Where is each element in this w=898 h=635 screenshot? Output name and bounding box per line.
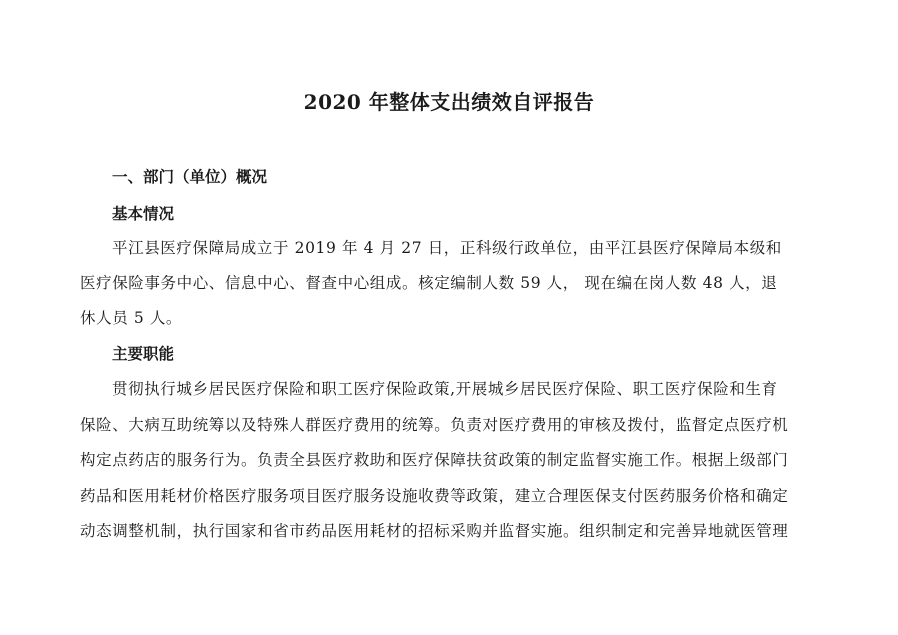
subheading-basic-info: 基本情况 (112, 204, 175, 223)
subheading-main-functions: 主要职能 (112, 344, 175, 363)
paragraph-line: 构定点药店的服务行为。负责全县医疗救助和医疗保障扶贫政策的制定监督实施工作。根据上级部门 (80, 451, 789, 469)
paragraph-line: 医疗保险事务中心、信息中心、督查中心组成。核定编制人数 59 人， 现在编在岗人数 48 人，退 (80, 274, 778, 292)
paragraph-line: 药品和医用耗材价格医疗服务项目医疗服务设施收费等政策，建立合理医保支付医药服务价格和确定 (80, 487, 789, 505)
paragraph-line: 保险、大病互助统筹以及特殊人群医疗费用的统筹。负责对医疗费用的审核及拨付，监督定点医疗机 (80, 416, 789, 434)
paragraph-line: 动态调整机制，执行国家和省市药品医用耗材的招标采购并监督实施。组织制定和完善异地就医管理 (80, 522, 789, 540)
document-title: 2020 年整体支出绩效自评报告 (303, 90, 595, 114)
paragraph-line: 休人员 5 人。 (80, 309, 183, 327)
paragraph-line: 平江县医疗保障局成立于 2019 年 4 月 27 日，正科级行政单位，由平江县医疗保障局本级和 (112, 239, 782, 257)
section-heading-department-overview: 一、部门（单位）概况 (112, 167, 268, 186)
paragraph-line: 贯彻执行城乡居民医疗保险和职工医疗保险政策,开展城乡居民医疗保险、职工医疗保险和生育 (112, 380, 778, 398)
